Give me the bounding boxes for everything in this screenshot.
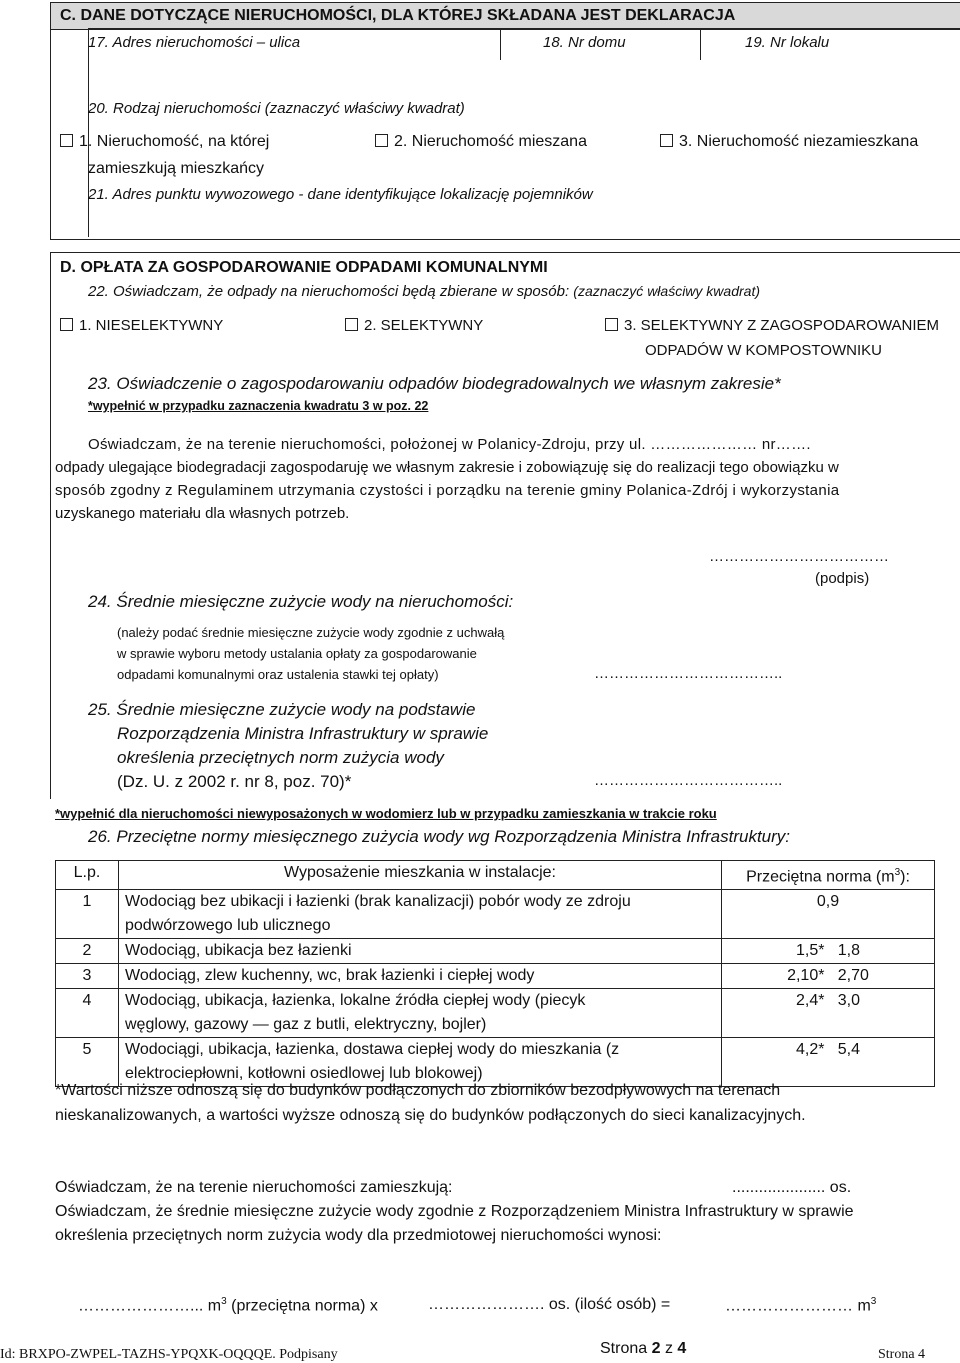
row-lp: 2: [56, 939, 119, 964]
field-18-house-number-label: 18. Nr domu: [543, 34, 626, 51]
water-norms-table: [55, 860, 935, 1087]
water-declaration-line-2: określenia przeciętnych norm zużycia wody dla przedmiotowej nieruchomości wynosi:: [55, 1227, 662, 1244]
field-25-line-2: Rozporządzenia Ministra Infrastruktury w sprawie: [117, 724, 489, 743]
field-25-line-3: określenia przeciętnych norm zużycia wody: [117, 748, 444, 767]
signature-label: (podpis): [815, 570, 870, 587]
residents-declaration: Oświadczam, że na terenie nieruchomości zamieszkują:: [55, 1179, 453, 1196]
section-c-heading: C. DANE DOTYCZĄCE NIERUCHOMOŚCI, DLA KTÓREJ SKŁADANA JEST DEKLARACJA: [60, 7, 736, 24]
row-desc: Wodociąg bez ubikacji i łazienki (brak kanalizacji) pobór wody ze zdroju podwórzowego lub ulicznego: [119, 890, 722, 939]
property-option-3[interactable]: [660, 133, 918, 151]
footer-page-right: Strona 4: [878, 1347, 926, 1362]
collection-option-3-label-cont: ODPADÓW W KOMPOSTOWNIKU: [645, 342, 882, 359]
collection-option-2-label: 2. SELEKTYWNY: [364, 317, 484, 334]
row-norm: 0,9: [722, 890, 935, 939]
header-lp: L.p.: [56, 861, 119, 890]
table-row: [56, 939, 935, 964]
field-22-label: [88, 283, 760, 300]
field-19-apartment-label: 19. Nr lokalu: [745, 34, 830, 51]
row-desc: Wodociąg, ubikacja, łazienka, lokalne źródła ciepłej wody (piecyk węglowy, gazowy — gaz z butli, elektryczny, bojler): [119, 989, 722, 1038]
formula-norm[interactable]: …………………... $m^3$ (przeciętna norma) x: [78, 1296, 378, 1315]
row-lp: 1: [56, 890, 119, 939]
field-25-footnote: *wypełnić dla nieruchomości niewyposażonych w wodomierz lub w przypadku zamieszkania w trakcie roku: [55, 806, 717, 821]
row-desc: Wodociąg, ubikacja bez łazienki: [119, 939, 722, 964]
row-desc: Wodociąg, zlew kuchenny, wc, brak łazienki i ciepłej wody: [119, 964, 722, 989]
field-22-note: (zaznaczyć właściwy kwadrat): [573, 283, 760, 299]
field-23-note: *wypełnić w przypadku zaznaczenia kwadratu 3 w poz. 22: [88, 399, 429, 413]
checkbox-icon[interactable]: [345, 318, 358, 331]
table-row: [56, 890, 935, 939]
property-option-2-label: 2. Nieruchomość mieszana: [394, 133, 587, 150]
field-24-note-2: w sprawie wyboru metody ustalania opłaty za gospodarowanie: [117, 646, 477, 661]
row-norm: 4,2* 5,4: [722, 1038, 935, 1087]
table-row: [56, 989, 935, 1038]
row-norm: 2,4* 3,0: [722, 989, 935, 1038]
field-20-property-type-label: 20. Rodzaj nieruchomości (zaznaczyć właściwy kwadrat): [88, 100, 465, 117]
field-26-title: 26. Przeciętne normy miesięcznego zużycia wody wg Rozporządzenia Ministra Infrastruktury:: [88, 827, 791, 846]
row-norm: 2,10* 2,70: [722, 964, 935, 989]
field-25-input[interactable]: ………………………………..: [594, 772, 783, 789]
footer-id: Id: BRXPO-ZWPEL-TAZHS-YPQXK-OQQQE. Podpisany: [0, 1347, 338, 1362]
collection-option-3-label: 3. SELEKTYWNY Z ZAGOSPODAROWANIEM: [624, 317, 940, 334]
formula-persons[interactable]: …………………. os. (ilość osób) =: [428, 1296, 671, 1313]
property-option-3-label: 3. Nieruchomość niezamieszkana: [679, 133, 919, 150]
row-lp: 5: [56, 1038, 119, 1087]
header-equipment: Wyposażenie mieszkania w instalacje:: [119, 861, 722, 890]
field-21-pickup-address-label: 21. Adres punktu wywozowego - dane identyfikujące lokalizację pojemników: [88, 186, 593, 203]
table-row: [56, 1038, 935, 1087]
collection-option-1-label: 1. NIESELEKTYWNY: [79, 317, 224, 334]
table-header-row: [56, 861, 935, 890]
divider: [700, 28, 701, 60]
field-22-text: 22. Oświadczam, że odpady na nieruchomości będą zbierane w sposób:: [88, 283, 574, 300]
row-lp: 3: [56, 964, 119, 989]
table-note-2: nieskanalizowanych, a wartości wyższe odnoszą się do budynków podłączonych do sieci kanalizacyjnych.: [55, 1107, 806, 1124]
checkbox-icon[interactable]: [660, 134, 673, 147]
field-25-line-4: (Dz. U. z 2002 r. nr 8, poz. 70)*: [117, 772, 352, 791]
row-norm: 1,5* 1,8: [722, 939, 935, 964]
table-row: [56, 964, 935, 989]
collection-option-1[interactable]: [60, 317, 223, 334]
footer-page-number: Strona 2 z 4: [600, 1340, 687, 1357]
row-desc: Wodociągi, ubikacja, łazienka, dostawa ciepłej wody do mieszkania (z elektrociepłowni, kotłowni osiedlowej lub blokowej): [119, 1038, 722, 1087]
section-d-heading: D. OPŁATA ZA GOSPODAROWANIE ODPADAMI KOMUNALNYMI: [60, 259, 548, 276]
property-option-1[interactable]: [60, 133, 269, 151]
header-norm: Przeciętna norma $(m^3)$:: [722, 861, 935, 890]
field-24-note-3: odpadami komunalnymi oraz ustalenia stawki tej opłaty): [117, 667, 439, 682]
field-23-title: 23. Oświadczenie o zagospodarowaniu odpadów biodegradowalnych we własnym zakresie*: [88, 374, 781, 393]
field-17-street-label: 17. Adres nieruchomości – ulica: [88, 34, 301, 51]
checkbox-icon[interactable]: [60, 318, 73, 331]
field-24-note-1: (należy podać średnie miesięczne zużycie wody zgodnie z uchwałą: [117, 625, 505, 640]
divider: [88, 28, 960, 29]
formula-result[interactable]: …………………… $m^3$: [725, 1296, 877, 1315]
row-lp: 4: [56, 989, 119, 1038]
checkbox-icon[interactable]: [375, 134, 388, 147]
property-option-2[interactable]: [375, 133, 587, 151]
declaration-line-2: odpady ulegające biodegradacji zagospodaruję we własnym zakresie i zobowiązuję się do realizacji tego obowiązku w: [55, 459, 839, 476]
divider: [500, 28, 501, 60]
declaration-line-1: Oświadczam, że na terenie nieruchomości, położonej w Polanicy-Zdroju, przy ul. ………………… nr…….: [88, 436, 811, 453]
declaration-line-3: sposób zgodny z Regulaminem utrzymania czystości i porządku na terenie gminy Polanica-Zdrój i wykorzystania: [55, 482, 840, 499]
checkbox-icon[interactable]: [60, 134, 73, 147]
field-24-input[interactable]: ………………………………..: [594, 665, 783, 682]
divider: [50, 28, 51, 237]
checkbox-icon[interactable]: [605, 318, 618, 331]
residents-count-input[interactable]: ..................... os.: [732, 1179, 852, 1196]
field-24-title: 24. Średnie miesięczne zużycie wody na nieruchomości:: [88, 592, 514, 611]
collection-option-3[interactable]: [605, 317, 939, 334]
field-25-line-1: 25. Średnie miesięczne zużycie wody na podstawie: [88, 700, 476, 719]
signature-line[interactable]: ………………………………: [709, 548, 889, 565]
property-option-1-label: 1. Nieruchomość, na której: [79, 133, 270, 150]
declaration-line-4: uzyskanego materiału dla własnych potrzeb.: [55, 505, 350, 522]
table-note-1: *Wartości niższe odnoszą się do budynków podłączonych do zbiorników bezodpływowych na terenach: [55, 1082, 781, 1099]
collection-option-2[interactable]: [345, 317, 483, 334]
water-declaration-line-1: Oświadczam, że średnie miesięczne zużycie wody zgodnie z Rozporządzeniem Ministra Infrastruktury w sprawie: [55, 1203, 854, 1220]
property-option-1-label-cont: zamieszkują mieszkańcy: [88, 160, 265, 177]
